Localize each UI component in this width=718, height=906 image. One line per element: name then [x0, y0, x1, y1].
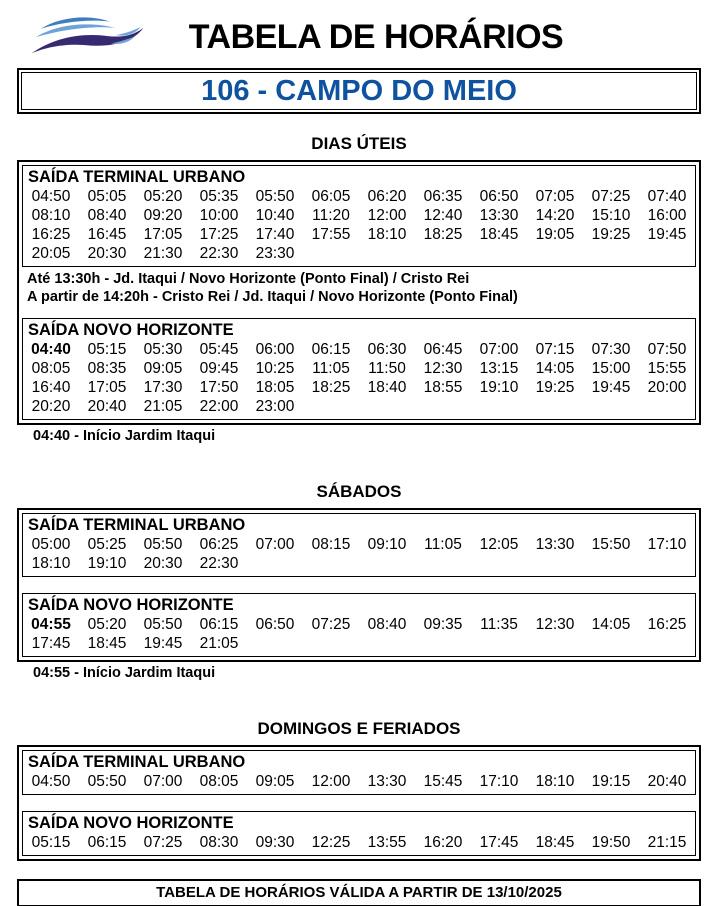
time-cell: 17:40: [255, 226, 295, 243]
time-row: [23, 634, 695, 653]
time-cell: 18:10: [31, 555, 71, 572]
time-cell: 09:05: [143, 360, 183, 377]
time-cell: 06:45: [423, 341, 463, 358]
time-cell: 08:10: [31, 207, 71, 224]
time-cell: 12:30: [423, 360, 463, 377]
time-cell: 15:10: [591, 207, 631, 224]
time-cell: 23:30: [255, 245, 295, 262]
validity-text: TABELA DE HORÁRIOS VÁLIDA A PARTIR DE 13/10/2025: [156, 884, 562, 901]
time-cell: 20:40: [647, 773, 687, 790]
schedule-frame: [17, 508, 701, 662]
time-cell: 22:00: [199, 398, 239, 415]
time-row: [23, 359, 695, 378]
time-cell: 18:45: [535, 834, 575, 851]
time-cell: 18:55: [423, 379, 463, 396]
time-cell: 18:05: [255, 379, 295, 396]
time-cell: 11:05: [424, 536, 462, 553]
time-cell: 05:50: [87, 773, 127, 790]
route-notes: [22, 270, 696, 306]
departure-label: SAÍDA TERMINAL URBANO: [28, 516, 246, 534]
time-cell: 05:25: [87, 536, 127, 553]
time-cell: 17:55: [311, 226, 351, 243]
time-cell: 05:30: [143, 341, 183, 358]
time-cell: 17:30: [143, 379, 183, 396]
schedule-footnote: 04:40 - Início Jardim Itaqui: [33, 428, 216, 444]
time-cell: 08:40: [367, 616, 407, 633]
time-cell: 17:50: [199, 379, 239, 396]
time-cell: 22:30: [199, 555, 239, 572]
departure-block: [22, 593, 696, 657]
time-cell: 05:20: [143, 188, 183, 205]
time-cell: 17:05: [87, 379, 127, 396]
time-row: [23, 772, 695, 791]
time-cell: 16:00: [647, 207, 687, 224]
departure-label: SAÍDA NOVO HORIZONTE: [28, 596, 234, 614]
time-cell: 19:50: [591, 834, 631, 851]
time-cell: 15:00: [591, 360, 631, 377]
section-s-bados: [0, 482, 718, 683]
time-cell: 14:05: [591, 616, 631, 633]
time-cell: 15:50: [591, 536, 631, 553]
time-cell: 06:00: [255, 341, 295, 358]
time-cell: 08:30: [199, 834, 239, 851]
time-cell: 07:00: [255, 536, 295, 553]
schedule-frame: [17, 160, 701, 425]
departure-block: [22, 318, 696, 420]
time-cell: 15:55: [647, 360, 687, 377]
departure-label: SAÍDA NOVO HORIZONTE: [28, 814, 234, 832]
time-cell: 18:10: [367, 226, 407, 243]
time-cell: 19:45: [591, 379, 631, 396]
time-cell: 04:40: [31, 341, 71, 358]
time-cell: 19:25: [591, 226, 631, 243]
time-cell: 05:00: [31, 536, 71, 553]
time-cell: 05:45: [199, 341, 239, 358]
time-cell: 08:05: [31, 360, 71, 377]
time-cell: 20:05: [31, 245, 71, 262]
section-domingos-e-feriados: [0, 719, 718, 861]
time-cell: 04:50: [31, 188, 71, 205]
time-cell: 14:20: [535, 207, 575, 224]
time-cell: 19:10: [479, 379, 519, 396]
time-cell: 06:15: [87, 834, 127, 851]
time-cell: 05:50: [255, 188, 295, 205]
time-cell: 12:40: [423, 207, 463, 224]
time-cell: 13:30: [535, 536, 575, 553]
header: [0, 10, 718, 66]
time-cell: 20:40: [87, 398, 127, 415]
time-cell: 19:25: [535, 379, 575, 396]
time-cell: 05:15: [31, 834, 71, 851]
time-cell: 05:35: [199, 188, 239, 205]
time-cell: 05:50: [143, 536, 183, 553]
time-cell: 06:30: [367, 341, 407, 358]
departure-label: SAÍDA TERMINAL URBANO: [28, 168, 246, 186]
section-title: DIAS ÚTEIS: [311, 134, 407, 153]
time-cell: 18:25: [423, 226, 463, 243]
time-cell: 10:00: [199, 207, 239, 224]
time-cell: 16:40: [31, 379, 71, 396]
departure-block: [22, 811, 696, 856]
time-cell: 09:20: [143, 207, 183, 224]
time-cell: 09:05: [255, 773, 295, 790]
time-row: [23, 378, 695, 397]
time-cell: 07:40: [647, 188, 687, 205]
time-cell: 13:15: [479, 360, 519, 377]
time-cell: 19:05: [535, 226, 575, 243]
time-cell: 09:30: [255, 834, 295, 851]
spacer: [22, 577, 696, 593]
time-cell: 23:00: [255, 398, 295, 415]
time-cell: 05:20: [87, 616, 127, 633]
note-line: A partir de 14:20h - Cristo Rei / Jd. Itaqui / Novo Horizonte (Ponto Final): [27, 289, 518, 305]
departure-label: SAÍDA NOVO HORIZONTE: [28, 321, 234, 339]
time-cell: 21:05: [199, 635, 239, 652]
time-row: [23, 225, 695, 244]
time-cell: 19:15: [591, 773, 631, 790]
time-cell: 06:25: [199, 536, 239, 553]
schedule-footnote: 04:55 - Início Jardim Itaqui: [33, 665, 216, 681]
time-cell: 06:15: [311, 341, 351, 358]
time-cell: 09:10: [367, 536, 407, 553]
route-banner-inner: [21, 72, 697, 110]
time-cell: 05:15: [87, 341, 127, 358]
section-title: SÁBADOS: [316, 482, 402, 501]
time-cell: 11:05: [312, 360, 350, 377]
time-cell: 06:50: [255, 616, 295, 633]
time-cell: 09:45: [199, 360, 239, 377]
time-cell: 12:30: [535, 616, 575, 633]
departure-label: SAÍDA TERMINAL URBANO: [28, 753, 246, 771]
time-cell: 13:55: [367, 834, 407, 851]
time-cell: 21:05: [143, 398, 183, 415]
time-cell: 08:05: [199, 773, 239, 790]
time-cell: 13:30: [367, 773, 407, 790]
time-cell: 07:00: [143, 773, 183, 790]
time-cell: 20:00: [647, 379, 687, 396]
time-cell: 11:35: [480, 616, 518, 633]
sections-container: [0, 134, 718, 861]
time-cell: 12:05: [479, 536, 519, 553]
time-cell: 06:50: [479, 188, 519, 205]
time-cell: 06:05: [311, 188, 351, 205]
page-title: TABELA DE HORÁRIOS: [188, 18, 564, 56]
time-cell: 18:45: [87, 635, 127, 652]
time-cell: 17:05: [143, 226, 183, 243]
time-cell: 16:25: [31, 226, 71, 243]
time-cell: 08:15: [311, 536, 351, 553]
time-cell: 06:15: [199, 616, 239, 633]
time-cell: 17:25: [199, 226, 239, 243]
time-cell: 17:45: [31, 635, 71, 652]
time-cell: 12:25: [311, 834, 351, 851]
time-cell: 12:00: [367, 207, 407, 224]
time-cell: 19:45: [143, 635, 183, 652]
time-cell: 22:30: [199, 245, 239, 262]
time-row: [23, 615, 695, 634]
time-cell: 06:20: [367, 188, 407, 205]
time-cell: 20:30: [143, 555, 183, 572]
route-title: 106 - CAMPO DO MEIO: [201, 75, 517, 107]
time-cell: 21:15: [647, 834, 687, 851]
wave-swoosh-logo-icon: [28, 12, 146, 62]
time-cell: 14:05: [535, 360, 575, 377]
time-cell: 08:35: [87, 360, 127, 377]
time-cell: 07:25: [591, 188, 631, 205]
time-cell: 07:50: [647, 341, 687, 358]
time-cell: 09:35: [423, 616, 463, 633]
time-cell: 16:25: [647, 616, 687, 633]
time-row: [23, 535, 695, 554]
time-cell: 07:15: [535, 341, 575, 358]
time-row: [23, 187, 695, 206]
time-cell: 13:30: [479, 207, 519, 224]
time-cell: 07:25: [311, 616, 351, 633]
time-cell: 15:45: [423, 773, 463, 790]
time-cell: 20:20: [31, 398, 71, 415]
section-dias-teis: [0, 134, 718, 446]
time-cell: 05:50: [143, 616, 183, 633]
time-cell: 07:00: [479, 341, 519, 358]
validity-banner: [17, 879, 701, 906]
departure-block: [22, 165, 696, 267]
time-cell: 19:10: [87, 555, 127, 572]
time-cell: 18:40: [367, 379, 407, 396]
time-cell: 18:10: [535, 773, 575, 790]
section-title: DOMINGOS E FERIADOS: [257, 719, 461, 738]
time-cell: 07:30: [591, 341, 631, 358]
time-cell: 16:20: [423, 834, 463, 851]
spacer: [22, 795, 696, 811]
time-cell: 12:00: [311, 773, 351, 790]
time-cell: 17:10: [647, 536, 687, 553]
time-cell: 17:45: [479, 834, 519, 851]
time-cell: 17:10: [479, 773, 519, 790]
time-cell: 19:45: [647, 226, 687, 243]
time-row: [23, 554, 695, 573]
time-cell: 10:25: [255, 360, 295, 377]
time-cell: 18:25: [311, 379, 351, 396]
time-cell: 06:35: [423, 188, 463, 205]
time-cell: 07:05: [535, 188, 575, 205]
time-cell: 10:40: [255, 207, 295, 224]
note-line: Até 13:30h - Jd. Itaqui / Novo Horizonte (Ponto Final) / Cristo Rei: [27, 271, 470, 287]
time-row: [23, 206, 695, 225]
time-cell: 11:20: [312, 207, 350, 224]
time-cell: 21:30: [143, 245, 183, 262]
time-cell: 07:25: [143, 834, 183, 851]
time-cell: 04:55: [31, 616, 71, 633]
time-cell: 20:30: [87, 245, 127, 262]
time-row: [23, 244, 695, 263]
time-cell: 08:40: [87, 207, 127, 224]
time-cell: 11:50: [368, 360, 406, 377]
time-cell: 18:45: [479, 226, 519, 243]
time-cell: 16:45: [87, 226, 127, 243]
route-banner: [17, 68, 701, 114]
time-row: [23, 397, 695, 416]
departure-block: [22, 513, 696, 577]
time-row: [23, 833, 695, 852]
time-cell: 05:05: [87, 188, 127, 205]
schedule-frame: [17, 745, 701, 861]
departure-block: [22, 750, 696, 795]
time-row: [23, 340, 695, 359]
time-cell: 04:50: [31, 773, 71, 790]
